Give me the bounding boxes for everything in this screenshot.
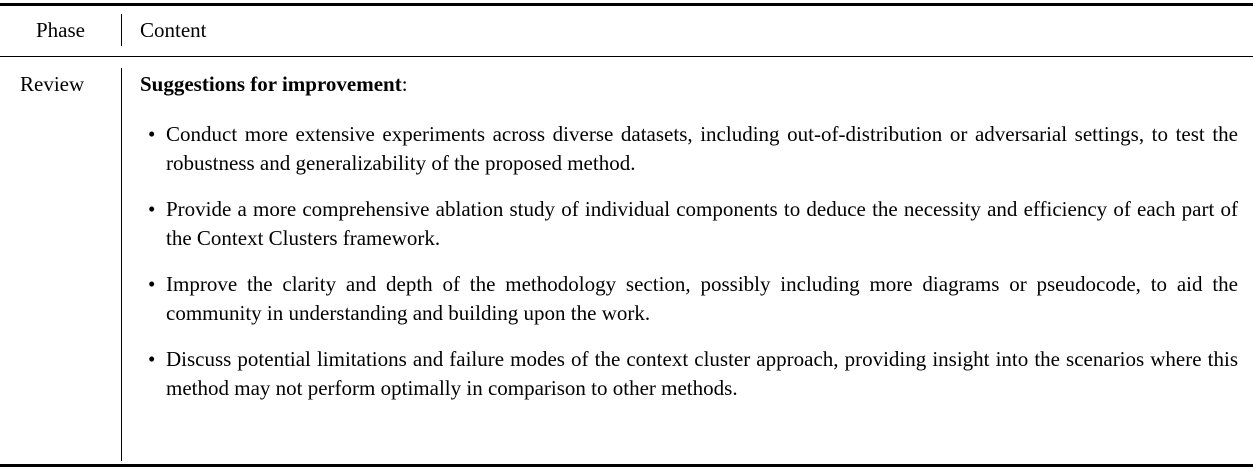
suggestions-heading [140, 70, 408, 98]
header-column-divider [121, 14, 122, 46]
list-item [148, 120, 1238, 178]
suggestions-list [148, 120, 1238, 420]
header-separator-rule [0, 56, 1253, 57]
suggestions-heading-text: Suggestions for improvement [140, 72, 402, 96]
bullet-icon: • [148, 122, 156, 146]
body-column-divider [121, 68, 122, 461]
table-top-rule [0, 3, 1253, 6]
bullet-icon: • [148, 272, 156, 296]
row-phase-label: Review [20, 72, 85, 96]
list-item-text: Conduct more extensive experiments across diverse datasets, including out-of-distribution or adversarial settings, to test the robustness and generalizability of the proposed method. [166, 122, 1238, 175]
list-item [148, 270, 1238, 328]
table-bottom-rule [0, 464, 1253, 467]
list-item-text: Provide a more comprehensive ablation study of individual components to deduce the necessity and efficiency of each part of the Context Clusters framework. [166, 197, 1238, 250]
header-phase: Phase [36, 18, 85, 42]
list-item-text: Improve the clarity and depth of the methodology section, possibly including more diagrams or pseudocode, to aid the community in understanding and building upon the work. [166, 272, 1238, 325]
suggestions-heading-colon: : [401, 72, 408, 96]
list-item [148, 345, 1238, 403]
list-item [148, 195, 1238, 253]
bullet-icon: • [148, 197, 156, 221]
list-item-text: Discuss potential limitations and failure modes of the context cluster approach, providing insight into the scenarios where this method may not perform optimally in comparison to other methods. [166, 347, 1238, 400]
bullet-icon: • [148, 347, 156, 371]
header-content: Content [140, 18, 207, 42]
